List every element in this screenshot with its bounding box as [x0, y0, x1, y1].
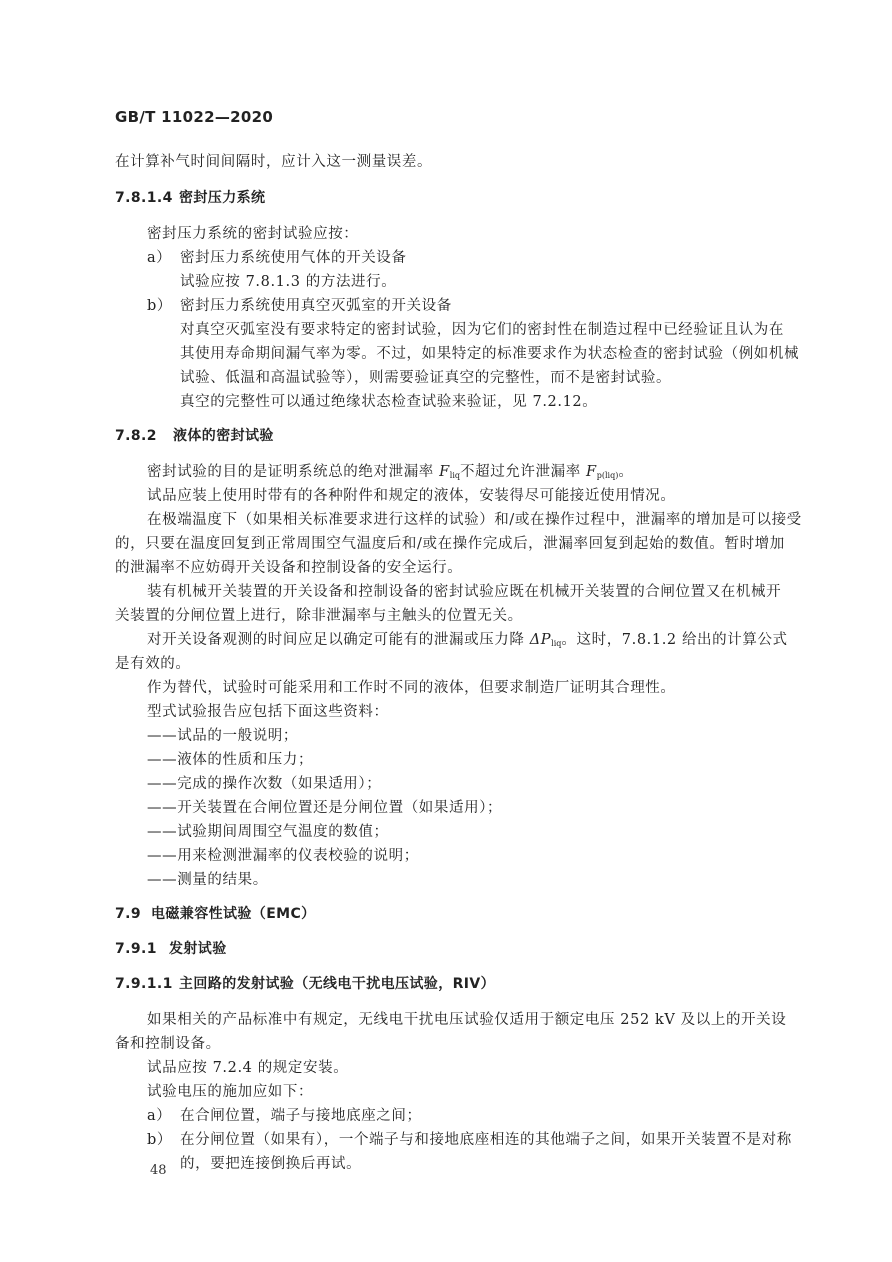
list-item-text: 在分闸位置（如果有），一个端子与和接地底座相连的其他端子之间，如果开关装置不是对称	[180, 1132, 792, 1148]
dash-list-item: ——用来检测泄漏率的仪表校验的说明；	[147, 848, 419, 864]
symbol-subscript: p(liq)	[596, 471, 619, 480]
paragraph-line: 型式试验报告应包括下面这些资料：	[147, 704, 389, 720]
section-title: 主回路的发射试验（无线电干扰电压试验，RIV）	[179, 976, 496, 992]
dash-list-item: ——液体的性质和压力；	[147, 752, 314, 768]
paragraph-line: 真空的完整性可以通过绝缘状态检查试验来验证，见 7.2.12。	[180, 394, 598, 410]
paragraph-line: 的，要把连接倒换后再试。	[180, 1156, 362, 1172]
list-item-b	[147, 1128, 792, 1149]
paragraph-line: 对真空灭弧室没有要求特定的密封试验，因为它们的密封性在制造过程中已经验证且认为在	[180, 322, 784, 338]
list-item-text: 密封压力系统使用真空灭弧室的开关设备	[180, 298, 452, 314]
symbol-F: F	[439, 464, 450, 480]
section-number: 7.9.1.1	[115, 976, 173, 992]
section-heading-7-8-2	[115, 425, 274, 445]
paragraph-line: 关装置的分闸位置上进行，除非泄漏率与主触头的位置无关。	[115, 608, 523, 624]
dash-list-item: ——完成的操作次数（如果适用）；	[147, 776, 382, 792]
paragraph-line: 装有机械开关装置的开关设备和控制设备的密封试验应既在机械开关装置的合闸位置又在机械开	[147, 584, 782, 600]
paragraph-line: 作为替代，试验时可能采用和工作时不同的液体，但要求制造厂证明其合理性。	[147, 680, 676, 696]
section-number: 7.8.2	[115, 428, 157, 444]
symbol-subscript: liq	[551, 639, 562, 648]
list-marker: b）	[147, 298, 172, 314]
dash-list-item: ——试验期间周围空气温度的数值；	[147, 824, 389, 840]
list-item-text: 在合闸位置，端子与接地底座之间；	[180, 1108, 422, 1124]
paragraph-line: 的，只要在温度回复到正常周围空气温度后和/或在操作完成后，泄漏率回复到起始的数值。暂时增加	[115, 536, 785, 552]
dash-list-item: ——试品的一般说明；	[147, 728, 298, 744]
list-item-a	[147, 246, 407, 267]
text-run: 。这时，7.8.1.2 给出的计算公式	[561, 632, 788, 648]
page-number: 48	[150, 1163, 167, 1178]
section-heading-7-8-1-4	[115, 187, 265, 207]
section-number: 7.9.1	[115, 941, 157, 957]
symbol-subscript: liq	[449, 471, 461, 480]
dash-list-item: ——测量的结果。	[147, 872, 268, 888]
section-heading-7-9-1-1	[115, 973, 495, 993]
paragraph-line: 试验应按 7.8.1.3 的方法进行。	[180, 274, 397, 290]
paragraph-line: 密封压力系统的密封试验应按：	[147, 226, 359, 242]
paragraph-line: 在计算补气时间间隔时，应计入这一测量误差。	[115, 154, 433, 170]
section-title: 液体的密封试验	[173, 428, 274, 444]
paragraph-line: 的泄漏率不应妨碍开关设备和控制设备的安全运行。	[115, 560, 463, 576]
symbol-delta-p: ΔP	[529, 632, 552, 648]
section-number: 7.8.1.4	[115, 190, 173, 206]
text-run: 密封试验的目的是证明系统总的绝对泄漏率	[147, 464, 440, 480]
paragraph-line: 试品应装上使用时带有的各种附件和规定的液体，安装得尽可能接近使用情况。	[147, 488, 676, 504]
section-title: 密封压力系统	[179, 190, 266, 206]
paragraph-line	[147, 460, 633, 481]
section-title: 发射试验	[169, 941, 227, 957]
text-run: 。	[618, 464, 634, 480]
section-number: 7.9	[115, 906, 142, 922]
paragraph-line	[147, 628, 788, 649]
paragraph-line: 试品应按 7.2.4 的规定安装。	[147, 1060, 349, 1076]
paragraph-line: 在极端温度下（如果相关标准要求进行这样的试验）和/或在操作过程中，泄漏率的增加是可以接受	[147, 512, 802, 528]
symbol-F: F	[586, 464, 597, 480]
paragraph-line: 备和控制设备。	[115, 1036, 221, 1052]
section-heading-7-9-1	[115, 938, 227, 958]
paragraph-line: 试验、低温和高温试验等），则需要验证真空的完整性，而不是密封试验。	[180, 370, 672, 386]
list-marker: b）	[147, 1132, 172, 1148]
section-title: 电磁兼容性试验（EMC）	[151, 906, 316, 922]
list-item-a	[147, 1104, 422, 1125]
list-marker: a）	[147, 1108, 172, 1124]
paragraph-line: 是有效的。	[115, 656, 191, 672]
text-run: 不超过允许泄漏率	[460, 464, 587, 480]
list-item-b	[147, 294, 452, 315]
standard-number: GB/T 11022—2020	[115, 108, 274, 126]
paragraph-line: 其使用寿命期间漏气率为零。不过，如果特定的标准要求作为状态检查的密封试验（例如机械	[180, 346, 800, 362]
text-run: 对开关设备观测的时间应足以确定可能有的泄漏或压力降	[147, 632, 530, 648]
paragraph-line: 如果相关的产品标准中有规定，无线电干扰电压试验仅适用于额定电压 252 kV 及以上的开关设	[147, 1012, 787, 1028]
section-heading-7-9	[115, 903, 316, 923]
list-item-text: 密封压力系统使用气体的开关设备	[180, 250, 407, 266]
dash-list-item: ——开关装置在合闸位置还是分闸位置（如果适用）；	[147, 800, 503, 816]
list-marker: a）	[147, 250, 172, 266]
paragraph-line: 试验电压的施加应如下：	[147, 1084, 314, 1100]
